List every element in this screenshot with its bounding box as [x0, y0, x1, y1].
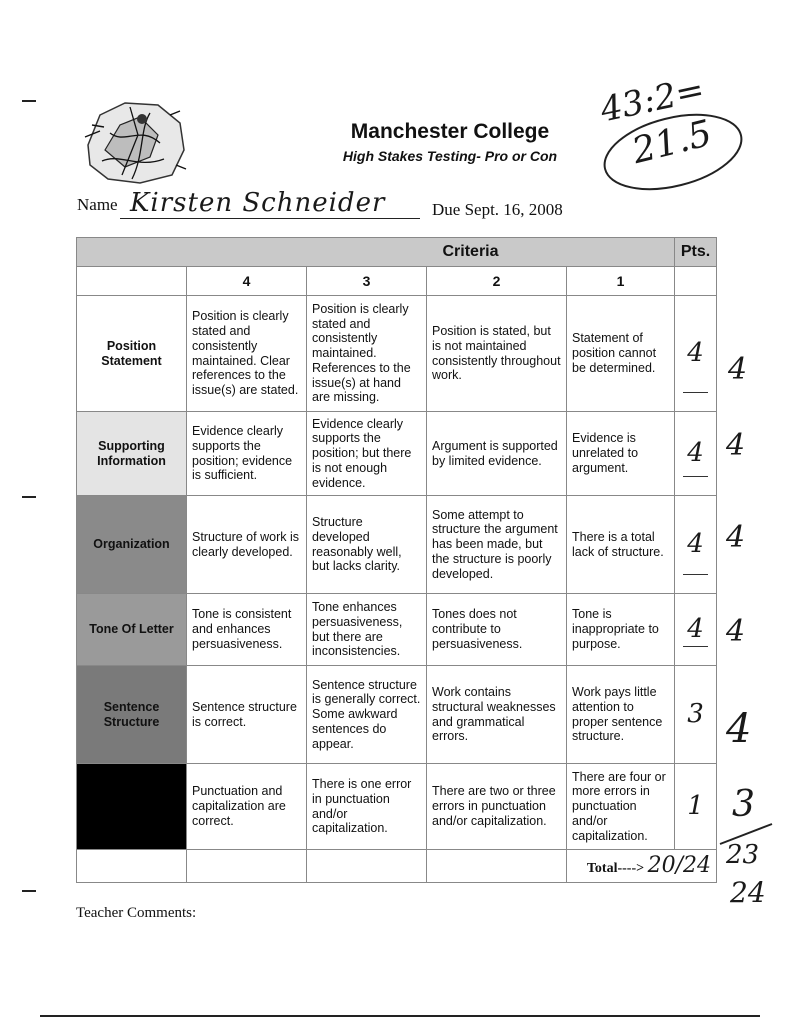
level-pts-blank [675, 267, 717, 296]
score-cell [675, 594, 717, 666]
rubric-cell: Sentence structure is generally correct. Some awkward sentences do appear. [307, 666, 427, 764]
level-3: 3 [307, 267, 427, 296]
rubric-cell: There is one error in punctuation and/or capitalization. [307, 764, 427, 850]
rubric-cell: Sentence structure is correct. [187, 666, 307, 764]
rubric-cell: Position is clearly stated and consistently maintained. References to the issue(s) at hand are missing. [307, 296, 427, 412]
rubric-cell: There is a total lack of structure. [567, 496, 675, 594]
criteria-label: Criteria [442, 242, 499, 260]
score-underline [683, 646, 708, 647]
rubric-cell: Structure developed reasonably well, but lacks clarity. [307, 496, 427, 594]
total-blank [307, 850, 427, 883]
rubric-row [77, 296, 717, 412]
rubric-row [77, 594, 717, 666]
score-cell [675, 296, 717, 412]
level-1: 1 [567, 267, 675, 296]
outside-score: 3 [732, 784, 755, 825]
margin-mark [22, 496, 36, 498]
student-name: Kirsten Schneider [130, 188, 386, 218]
level-2: 2 [427, 267, 567, 296]
rubric-cell: Punctuation and capitalization are correct. [187, 764, 307, 850]
score-underline [683, 574, 708, 575]
rubric-header-row [77, 238, 717, 267]
rubric-cell: There are two or three errors in punctuation and/or capitalization. [427, 764, 567, 850]
total-label: Total----> [586, 861, 645, 876]
rubric-row [77, 764, 717, 850]
name-label: Name [77, 195, 118, 214]
score-value: 4 [687, 529, 704, 560]
total-blank [187, 850, 307, 883]
criterion-sentence-structure: Sentence Structure [77, 666, 187, 764]
outside-score: 4 [726, 614, 746, 649]
name-underline [120, 218, 420, 219]
score-value: 4 [687, 614, 704, 645]
rubric-cell: Evidence is unrelated to argument. [567, 412, 675, 496]
assignment-subtitle: High Stakes Testing- Pro or Con [342, 148, 558, 164]
criterion-supporting-information: Supporting Information [77, 412, 187, 496]
college-logo [80, 95, 190, 185]
score-value: 4 [687, 438, 704, 469]
rubric-cell: Statement of position cannot be determined. [567, 296, 675, 412]
score-underline [683, 392, 708, 393]
score-cell [675, 764, 717, 850]
total-blank [77, 850, 187, 883]
outside-score: 4 [726, 520, 746, 555]
score-cell [675, 666, 717, 764]
outside-score: 4 [728, 352, 748, 387]
rubric-cell: Position is stated, but is not maintained consistently throughout work. [427, 296, 567, 412]
rubric-cell: Tone is consistent and enhances persuasiveness. [187, 594, 307, 666]
rubric-cell: Tone is inappropriate to purpose. [567, 594, 675, 666]
margin-mark [22, 100, 36, 102]
outside-score: 4 [726, 706, 752, 752]
outside-total-denominator: 24 [730, 876, 766, 909]
outside-total-numerator: 23 [726, 840, 760, 870]
rubric-cell: Structure of work is clearly developed. [187, 496, 307, 594]
rubric-cell: Tones does not contribute to persuasiveness. [427, 594, 567, 666]
level-row [77, 267, 717, 296]
score-value: 1 [687, 791, 704, 822]
level-4: 4 [187, 267, 307, 296]
pts-header: Pts. [675, 238, 717, 267]
rubric-cell: Evidence clearly supports the position; evidence is sufficient. [187, 412, 307, 496]
rubric-cell: Work pays little attention to proper sentence structure. [567, 666, 675, 764]
rubric-cell: Position is clearly stated and consistently maintained. Clear references to the issue(s) are stated. [187, 296, 307, 412]
outside-score: 4 [726, 428, 746, 463]
rubric-cell: There are four or more errors in punctuation and/or capitalization. [567, 764, 675, 850]
criterion-organization: Organization [77, 496, 187, 594]
score-value: 3 [687, 699, 704, 730]
rubric-cell: Work contains structural weaknesses and grammatical errors. [427, 666, 567, 764]
handwritten-fraction: 43:2= [596, 69, 708, 131]
rubric-cell: Tone enhances persuasiveness, but there are inconsistencies. [307, 594, 427, 666]
score-cell [675, 412, 717, 496]
bottom-rule [40, 1015, 760, 1017]
total-row [77, 850, 717, 883]
criterion-position-statement: Position Statement [77, 296, 187, 412]
rubric-row [77, 496, 717, 594]
due-date: Due Sept. 16, 2008 [432, 200, 563, 219]
score-underline [683, 476, 708, 477]
rubric-cell: Some attempt to structure the argument has been made, but the structure is poorly developed. [427, 496, 567, 594]
criteria-header [77, 238, 675, 267]
criterion-tone-of-letter: Tone Of Letter [77, 594, 187, 666]
rubric-cell: Evidence clearly supports the position; but there is not enough evidence. [307, 412, 427, 496]
teacher-comments-label: Teacher Comments: [76, 905, 197, 921]
rubric-table [76, 237, 717, 883]
rubric-row [77, 412, 717, 496]
circled-score: 21.5 [628, 112, 716, 173]
criterion-blacked-out [77, 764, 187, 850]
total-cell [567, 850, 717, 883]
total-score: 20/24 [647, 853, 711, 878]
rubric-row [77, 666, 717, 764]
total-blank [427, 850, 567, 883]
score-cell [675, 496, 717, 594]
college-title: Manchester College [350, 120, 550, 143]
margin-mark [22, 890, 36, 892]
score-value: 4 [687, 338, 704, 369]
level-blank [77, 267, 187, 296]
rubric-cell: Argument is supported by limited evidence. [427, 412, 567, 496]
